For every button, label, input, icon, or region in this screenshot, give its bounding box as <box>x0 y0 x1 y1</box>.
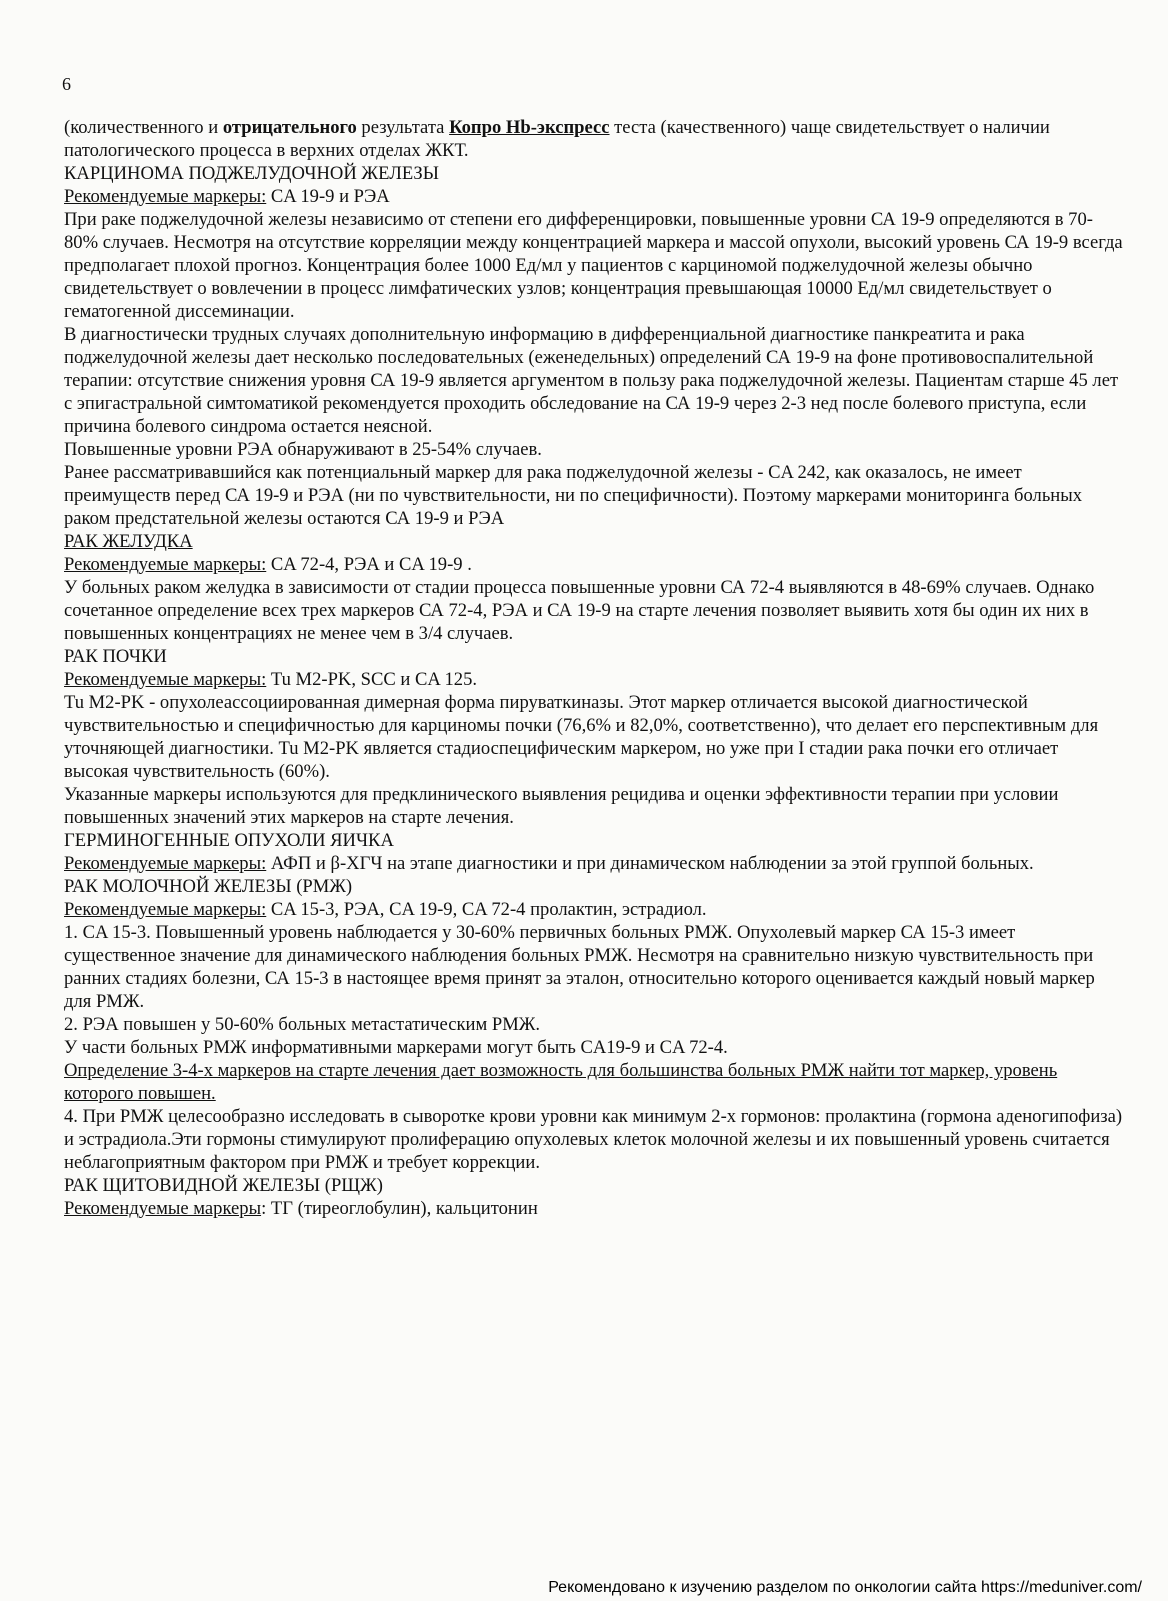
markers-value: Tu M2-PK, SCC и CA 125. <box>266 669 478 690</box>
footer-note: Рекомендовано к изучению разделом по онкологии сайта https://meduniver.com/ <box>548 1579 1142 1596</box>
paragraph: У больных раком желудка в зависимости от стадии процесса повышенные уровни СА 72-4 выявляются в 48-69% случаев. Однако сочетанное определение всех трех маркеров СА 72-4, РЭА и СА 19-9 на старте лечения позволяет выявить хотя бы один их них в повышенных концентрациях не менее чем в 3/4 случаев. <box>64 577 1095 644</box>
page-number: 6 <box>62 74 71 94</box>
intro-test-name: Копро Hb-экспресс <box>449 117 610 138</box>
markers-label: Рекомендуемые маркеры <box>64 1198 262 1219</box>
section-heading-pancreas: КАРЦИНОМА ПОДЖЕЛУДОЧНОЙ ЖЕЛЕЗЫ <box>64 163 439 184</box>
paragraph: 2. РЭА повышен у 50-60% больных метастатическим РМЖ. <box>64 1014 541 1035</box>
markers-label: Рекомендуемые маркеры: <box>64 669 267 690</box>
intro-bold-negative: отрицательного <box>222 117 357 138</box>
intro-text-1: (количественного и <box>64 117 223 138</box>
markers-value: CA 15-3, РЭА, CA 19-9, CA 72-4 пролактин, эстрадиол. <box>266 899 707 920</box>
paragraph: Tu M2-PK - опухолеассоциированная димерная форма пируваткиназы. Этот маркер отличается высокой диагностической чувствительностью и специфичностью для карциномы почки (76,6% и 82,0%, соответственно), что делает его перспективным для уточняющей диагностики. Tu M2-PK является стадиоспецифическим маркером, но уже при I стадии рака почки его отличает высокая чувствительность (60%). <box>64 692 1099 782</box>
underlined-paragraph: Определение 3-4-х маркеров на старте лечения дает возможность для большинства больных РМЖ найти тот маркер, уровень которого повышен. <box>64 1060 1058 1104</box>
markers-label: Рекомендуемые маркеры: <box>64 899 267 920</box>
markers-label: Рекомендуемые маркеры: <box>64 554 267 575</box>
markers-line-stomach <box>64 553 1124 576</box>
markers-line-pancreas <box>64 185 1124 208</box>
paragraph: Повышенные уровни РЭА обнаруживают в 25-54% случаев. <box>64 439 542 460</box>
intro-paragraph <box>64 116 1124 162</box>
paragraph: Указанные маркеры используются для предклинического выявления рецидива и оценки эффективности терапии при условии повышенных значений этих маркеров на старте лечения. <box>64 784 1059 828</box>
markers-value: АФП и β-ХГЧ на этапе диагностики и при динамическом наблюдении за этой группой больных. <box>266 853 1034 874</box>
markers-label: Рекомендуемые маркеры: <box>64 186 267 207</box>
paragraph: При раке поджелудочной железы независимо от степени его дифференцировки, повышенные уровни СА 19-9 определяются в 70-80% случаев. Несмотря на отсутствие корреляции между концентрацией маркера и массой опухоли, высокий уровень СА 19-9 всегда предполагает плохой прогноз. Концентрация более 1000 Ед/мл у пациентов с карциномой поджелудочной железы обычно свидетельствует о вовлечении в процесс лимфатических узлов; концентрация превышающая 10000 Ед/мл свидетельствует о гематогенной диссеминации. <box>64 209 1123 322</box>
paragraph: 1. CA 15-3. Повышенный уровень наблюдается у 30-60% первичных больных РМЖ. Опухолевый маркер СА 15-3 имеет существенное значение для динамического наблюдения больных РМЖ. Несмотря на сравнительно низкую чувствительность при ранних стадиях болезни, СА 15-3 в настоящее время принят за эталон, относительно которого оценивается каждый новый маркер для РМЖ. <box>64 922 1095 1012</box>
paragraph: В диагностически трудных случаях дополнительную информацию в дифференциальной диагностике панкреатита и рака поджелудочной железы дает несколько последовательных (еженедельных) определений СА 19-9 на фоне противовоспалительной терапии: отсутствие снижения уровня СА 19-9 является аргументом в пользу рака поджелудочной железы. Пациентам старше 45 лет с эпигастральной симтоматикой рекомендуется проходить обследование на СА 19-9 через 2-3 нед после болевого приступа, если причина болевого синдрома остается неясной. <box>64 324 1119 437</box>
section-heading-testis: ГЕРМИНОГЕННЫЕ ОПУХОЛИ ЯИЧКА <box>64 830 394 851</box>
section-heading-thyroid: РАК ЩИТОВИДНОЙ ЖЕЛЕЗЫ (РЩЖ) <box>64 1175 383 1196</box>
paragraph: Ранее рассматривавшийся как потенциальный маркер для рака поджелудочной железы - CA 242, как оказалось, не имеет преимуществ перед СА 19-9 и РЭА (ни по чувствительности, ни по специфичности). Поэтому маркерами мониторинга больных раком предстательной железы остаются СА 19-9 и РЭА <box>64 462 1083 529</box>
section-heading-breast: РАК МОЛОЧНОЙ ЖЕЛЕЗЫ (РМЖ) <box>64 876 353 897</box>
markers-line-breast <box>64 898 1124 921</box>
markers-value: : ТГ (тиреоглобулин), кальцитонин <box>261 1198 538 1219</box>
markers-line-testis <box>64 852 1124 875</box>
markers-line-kidney <box>64 668 1124 691</box>
section-heading-kidney: РАК ПОЧКИ <box>64 646 167 667</box>
intro-text-5: теста (качественного) чаще свидетельствует о наличии патологического процесса в верхних отделах ЖКТ. <box>64 117 1050 161</box>
markers-value: CA 19-9 и РЭА <box>266 186 390 207</box>
document-body <box>64 116 1124 1220</box>
section-heading-stomach: РАК ЖЕЛУДКА <box>64 531 193 552</box>
paragraph: У части больных РМЖ информативными маркерами могут быть CA19-9 и CA 72-4. <box>64 1037 728 1058</box>
intro-text-3: результата <box>356 117 450 138</box>
markers-value: CA 72-4, РЭА и CA 19-9 . <box>266 554 472 575</box>
markers-label: Рекомендуемые маркеры: <box>64 853 267 874</box>
paragraph: 4. При РМЖ целесообразно исследовать в сыворотке крови уровни как минимум 2-х гормонов: пролактина (гормона аденогипофиза) и эстрадиола.Эти гормоны стимулируют пролиферацию опухолевых клеток молочной железы и их повышенный уровень считается неблагоприятным фактором при РМЖ и требует коррекции. <box>64 1106 1123 1173</box>
markers-line-thyroid <box>64 1197 1124 1220</box>
